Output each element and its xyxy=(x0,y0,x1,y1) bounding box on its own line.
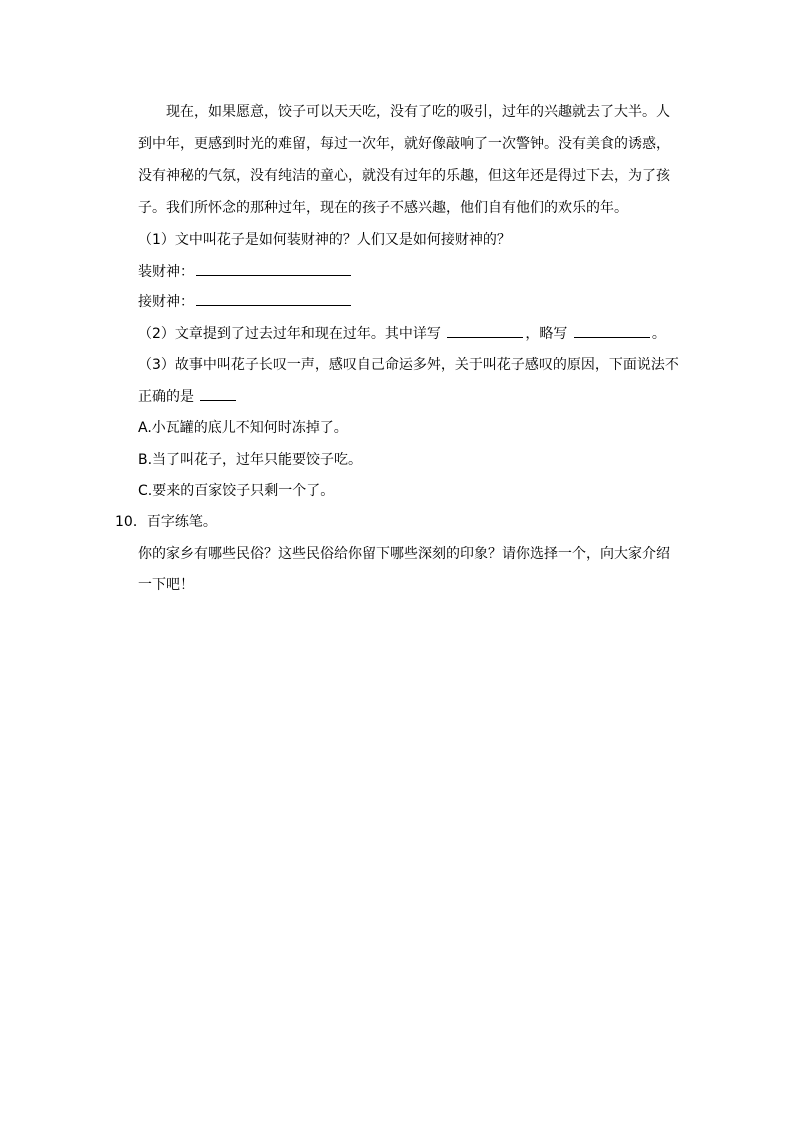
answer-jie-caishen xyxy=(138,291,353,311)
question-3-prompt-line-1: （3）故事中叫花子长叹一声，感叹自己命运多舛，关于叫花子感叹的原因，下面说法不 xyxy=(138,357,679,373)
question-10-line-1: 你的家乡有哪些民俗？这些民俗给你留下哪些深刻的印象？请你选择一个，向大家介绍 xyxy=(138,546,670,562)
question-3-prompt-text: 正确的是 xyxy=(138,389,199,405)
question-1-prompt: （1）文中叫花子是如何装财神的？人们又是如何接财神的？ xyxy=(138,232,511,248)
question-2 xyxy=(138,323,666,343)
question-10-title: 10．百字练笔。 xyxy=(115,514,217,530)
answer-jie-label: 接财神： xyxy=(138,294,194,310)
answer-zhuang-label: 装财神： xyxy=(138,264,194,280)
answer-zhuang-caishen xyxy=(138,261,353,281)
question-10-line-2: 一下吧！ xyxy=(138,577,194,593)
answer-blank-q3[interactable] xyxy=(200,386,236,401)
passage-line-2: 到中年，更感到时光的难留，每过一次年，就好像敲响了一次警钟。没有美食的诱惑， xyxy=(138,136,670,152)
option-b: B.当了叫花子，过年只能要饺子吃。 xyxy=(138,452,363,468)
answer-blank-brief[interactable] xyxy=(574,323,650,338)
passage-line-4: 子。我们所怀念的那种过年，现在的孩子不感兴趣，他们自有他们的欢乐的年。 xyxy=(138,200,628,216)
question-2-part-2: ，略写 xyxy=(525,326,572,342)
question-2-part-1: （2）文章提到了过去过年和现在过年。其中详写 xyxy=(138,326,446,342)
option-a: A.小瓦罐的底儿不知何时冻掉了。 xyxy=(138,420,348,436)
question-2-part-3: 。 xyxy=(651,326,666,342)
option-c: C.要来的百家饺子只剩一个了。 xyxy=(138,483,335,499)
answer-blank-zhuang[interactable] xyxy=(196,261,351,276)
question-3-prompt-line-2 xyxy=(138,386,238,406)
answer-blank-jie[interactable] xyxy=(196,291,351,306)
passage-line-1: 现在，如果愿意，饺子可以天天吃，没有了吃的吸引，过年的兴趣就去了大半。人 xyxy=(166,104,670,120)
passage-line-3: 没有神秘的气氛，没有纯洁的童心，就没有过年的乐趣，但这年还是得过下去，为了孩 xyxy=(138,168,670,184)
answer-blank-detailed[interactable] xyxy=(447,323,523,338)
